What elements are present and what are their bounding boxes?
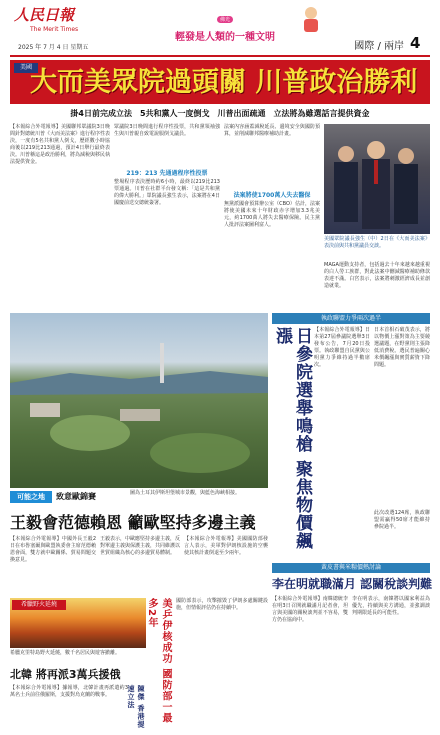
masthead-rule [10, 55, 430, 57]
sidebar-body-1: 【本報綜合外電報導】日本第27屆參議院選舉3日發布公告，7月20日投票。執政聯盟自民黨與公明黨力爭維持過半數席次。 [314, 327, 370, 368]
main-column-2 [114, 124, 220, 310]
person-illustration-icon [296, 4, 326, 34]
sidebar-body-4: 【本報綜合外電報導】南韓總統李在明3日召開就職滿月記者會，坦言與美國的關稅談判並不容易，雙方仍在協商中。 [272, 596, 348, 623]
landscape-photo-caption: 圖為土耳其伊斯坦堡城市景觀，與藍色海峽相接。 [130, 490, 241, 496]
photo-tag: 可能之地 [10, 491, 52, 503]
page-number: 4 [410, 34, 421, 52]
lower-vertical-2: 陳傑 香港提速立法 [127, 685, 145, 729]
lower-body-1: 【本報綜合外電報導】中國外長王毅2日在布魯塞爾與歐盟執委會主席范德賴恩會面，雙方就中歐關係、貿易問題交換意見。 [10, 536, 96, 563]
congress-members-photo [324, 124, 430, 234]
masthead [0, 0, 440, 58]
city-landscape-photo [10, 313, 268, 488]
col3-body: 無黨派國會預算辦公室（CBO）估計，法案將使美國未來十年財政赤字增加3.3兆美元，約1700萬人將失去醫療保險。民主黨人批評法案圖利富人。 [224, 201, 320, 228]
slogan-banner [150, 6, 300, 43]
lower-body-5: 【本報綜合外電報導】據報導，北韓計畫再派遣約3萬名士兵前往俄羅斯，支援對烏克蘭的戰事。 [10, 685, 128, 698]
col2-body: 整場程序表決歷時約6小時，最終以219比213票通過。川普在社群平台發文稱：「這是共和黨的偉大勝利。」眾院議長強生表示，法案將在4日國慶前送交總統簽署。 [114, 179, 220, 206]
logo [14, 4, 84, 32]
landscape-photo [10, 313, 268, 488]
lower-body-3: 【本報綜合外電報導】美國國防部發言人表示，美軍對伊朗核設施的空襲使其核計畫倒退至少兩年。 [184, 536, 268, 556]
col3-intro: 法案內容涵蓋減稅延長、邊境安全與國防預算，並削減聯邦醫療補助計畫。 [224, 124, 320, 137]
main-photo-caption: 美國眾院議長強生（中）2日在《大而美法案》表決前與共和黨議員交談。 [324, 236, 430, 249]
sidebar-vertical-title: 日參院選舉鳴槍 聚焦物價飆漲 [272, 327, 312, 550]
photo-title: 致意歐錦賽 [56, 492, 96, 501]
logo-text: 人民日報 [14, 6, 75, 24]
section-name: 國際 / 兩岸 [354, 41, 404, 52]
sidebar-headline-2: 李在明就職滿月 認關稅談判難 [272, 577, 433, 591]
col3-subhead: 法案將使1700萬人失去醫保 [233, 192, 311, 199]
lower-vertical-headline: 美乒伊核成功 國防部一最多2年 [146, 598, 171, 724]
main-headline-band [10, 60, 430, 104]
illustration-icon [296, 4, 326, 34]
sidebar-body-5: 李在明表示，南韓將以國家利益為優先，持續與美方溝通，並強調談判期限延長的可能性。 [352, 596, 430, 616]
fire-photo [10, 598, 146, 648]
lower-headline-3: 北韓 將再派3萬兵援俄 [10, 668, 121, 681]
headline-tag: 美國 [14, 63, 38, 73]
lower-headline: 王毅會范德賴恩 籲歐堅持多邊主義 [10, 513, 256, 532]
sidebar-body-2: 日本首相石破茂表示，將以物價上漲對策為主要競選議題，在野黨則主張降低消費稅。選民普遍關心米價飆漲與實質薪資下降問題。 [374, 327, 430, 368]
main-column-3 [224, 124, 320, 310]
main-column-4: MAGA運動支持者，包括過去十年來越來越重視的白人勞工族群，對此法案中刪減醫療補助條款表達不滿。白宮表示，法案將刺激經濟成長並創造就業。 [324, 262, 430, 289]
main-subhead: 掛4日前完成立法 5共和黨人一度倒戈 川普出面疏通 立法將為雖選話言提供資金 [70, 109, 370, 118]
sidebar-tag: 執政聯盟力爭兩次過半 [272, 313, 430, 324]
slogan-text: 輕發是人類的一種文明 [175, 32, 275, 43]
main-photo [324, 124, 430, 234]
lower-body-4: 國防部表示，攻擊摧毀了伊朗多處關鍵設施，但情報評估仍在持續中。 [176, 598, 268, 611]
slogan-tag: 佛光 [217, 16, 233, 23]
fire-tag: 希臘野火延燒 [12, 600, 66, 610]
fire-caption: 希臘克里特島野火延燒，數千名居民與遊客撤離。 [10, 650, 121, 656]
logo-english: The Merit Times [30, 26, 79, 33]
col2-subhead: 219：213 先通過程序性投票 [126, 170, 208, 177]
col2-intro: 眾議院3日晚間進行程序性投票，共和黨領袖強生與川普親自致電說服倒戈議員。 [114, 124, 220, 137]
sidebar-sub-tag: 黃皮書與米糧價熱討論 [272, 563, 430, 573]
main-lede: 【本報綜合外電報導】美國聯邦眾議院3日晚間針對總統川普《大而美法案》進行程序性表決，一度有5名共和黨人倒戈，歷經數小時協商後以219比213通過，預計4日舉行最終表決。川普稱這是政治勝利，將為減稅與移民執法提供資金。 [10, 124, 111, 165]
sidebar-body-3: 此次改選124席，執政聯盟需贏得50席才能維持參院過半。 [374, 510, 430, 530]
lower-body-2: 王毅表示，中歐應堅持多邊主義，反對單邊主義與保護主義，共同維護以世貿組織為核心的多邊貿易體制。 [100, 536, 181, 556]
issue-date: 2025 年 7 月 4 日 星期五 [18, 44, 89, 51]
main-headline: 大而美眾院過頭關 川普政治勝利 [30, 67, 418, 98]
